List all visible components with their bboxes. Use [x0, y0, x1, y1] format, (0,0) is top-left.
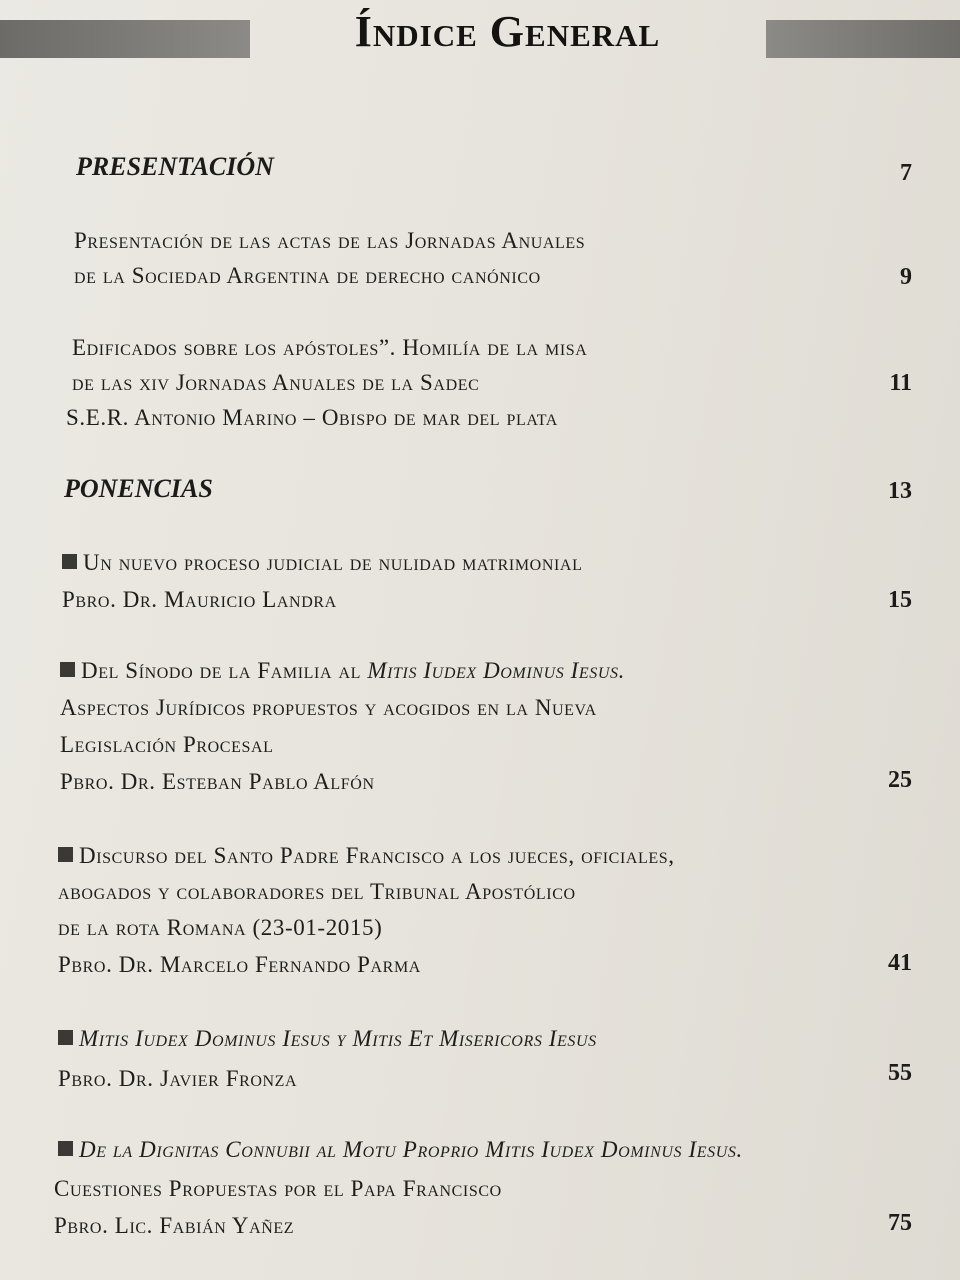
square-bullet-icon — [60, 662, 75, 677]
page-number: 13 — [888, 478, 912, 504]
entry-line: Edificados sobre los apóstoles”. Homilía de la misa — [72, 335, 588, 360]
entry-author: Pbro. Dr. Javier Fronza — [58, 1066, 298, 1091]
page-number: 75 — [888, 1210, 912, 1236]
entry-line: de la rota Romana (23-01-2015) — [58, 915, 383, 940]
entry-author: Pbro. Dr. Esteban Pablo Alfón — [60, 769, 375, 794]
entry-line: Cuestiones Propuestas por el Papa Francisco — [54, 1176, 502, 1201]
entry-line: Un nuevo proceso judicial de nulidad matrimonial — [62, 550, 582, 576]
entry-line: De la Dignitas Connubii al Motu Proprio Mitis Iudex Dominus Iesus. — [58, 1137, 743, 1163]
page-title: Índice General — [354, 7, 661, 56]
entry-author: Pbro. Dr. Marcelo Fernando Parma — [58, 952, 421, 977]
page-number: 7 — [900, 160, 912, 186]
header-bar-left — [0, 20, 250, 58]
entry-author: Pbro. Lic. Fabián Yañez — [54, 1213, 295, 1238]
entry-line: Discurso del Santo Padre Francisco a los jueces, oficiales, — [58, 843, 675, 869]
header-bar-right — [766, 20, 960, 58]
entry-line: de la Sociedad Argentina de derecho canónico — [74, 263, 541, 288]
entry-line: Mitis Iudex Dominus Iesus y Mitis Et Misericors Iesus — [58, 1026, 597, 1052]
entry-line: Legislación Procesal — [60, 732, 274, 757]
entry-line: Del Sínodo de la Familia al Mitis Iudex Dominus Iesus. — [60, 658, 625, 684]
entry-line: S.E.R. Antonio Marino – Obispo de mar del plata — [66, 405, 558, 430]
section-heading-presentacion: PRESENTACIÓN — [76, 152, 274, 181]
page-number: 55 — [888, 1060, 912, 1086]
section-heading-ponencias: PONENCIAS — [64, 474, 213, 503]
square-bullet-icon — [58, 1030, 73, 1045]
entry-line: abogados y colaboradores del Tribunal Apostólico — [58, 879, 576, 904]
entry-author: Pbro. Dr. Mauricio Landra — [62, 587, 337, 612]
square-bullet-icon — [58, 1141, 73, 1156]
entry-line: Aspectos Jurídicos propuestos y acogidos en la Nueva — [60, 695, 597, 720]
square-bullet-icon — [58, 847, 73, 862]
page-number: 15 — [888, 587, 912, 613]
entry-line: Presentación de las actas de las Jornadas Anuales — [74, 228, 586, 253]
page-number: 9 — [900, 264, 912, 290]
entry-line: de las xiv Jornadas Anuales de la Sadec — [72, 370, 480, 395]
page-number: 25 — [888, 767, 912, 793]
page-number: 41 — [888, 950, 912, 976]
page-number: 11 — [889, 370, 912, 396]
square-bullet-icon — [62, 554, 77, 569]
